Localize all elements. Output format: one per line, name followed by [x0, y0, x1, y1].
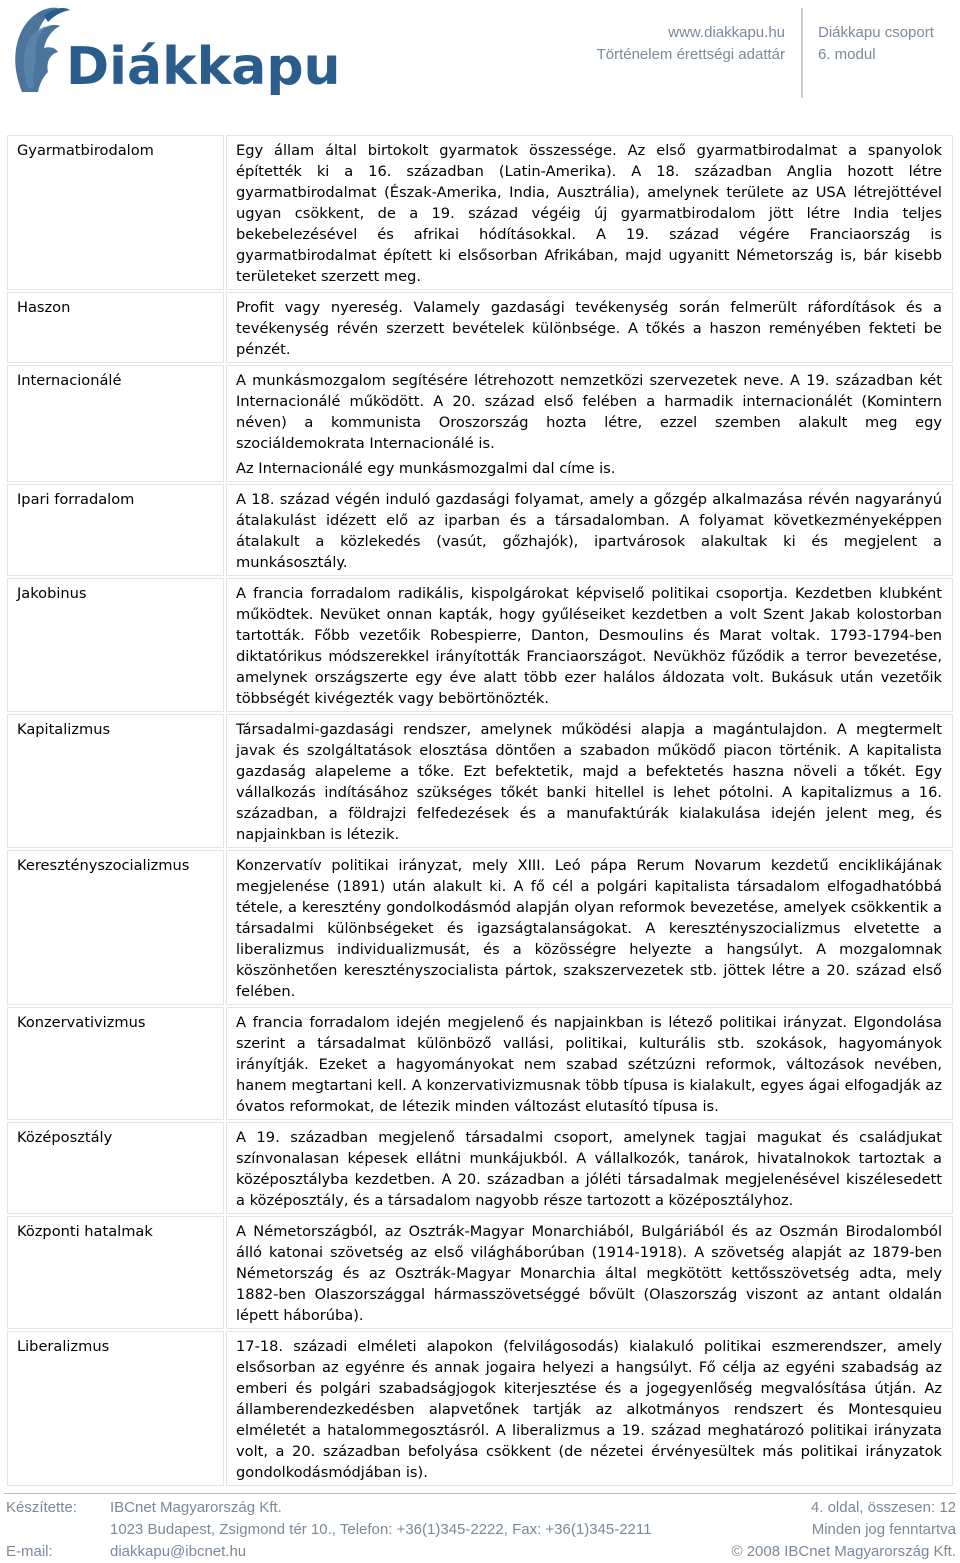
company-name: IBCnet Magyarország Kft. [110, 1499, 282, 1516]
glossary-term: Gyarmatbirodalom [7, 135, 224, 290]
header-site-info [585, 22, 785, 66]
glossary-definition [226, 135, 953, 290]
glossary-term: Jakobinus [7, 578, 224, 712]
contact-email[interactable]: diakkapu@ibcnet.hu [110, 1543, 247, 1560]
definition-paragraph: A 18. század végén induló gazdasági folyamat, amely a gőzgép alkalmazása révén nagyarányú átalakulást idézett elő az iparban és a társadalomban. A folyamat következményeképpen átalakult a közlekedés (vasút, gőzhajók), ipartvárosok alakultak ki és megjelent a munkásosztály. [236, 491, 942, 571]
definition-paragraph: A francia forradalom radikális, kispolgárokat képviselő politikai csoportja. Kezdetben klubként működtek. Nevüket onnan kapták, hogy gyűléseiket kezdetben a volt Szent Jakab kolostorban tartották. Főbb vezetőik Robespierre, Danton, Desmoulins és Marat voltak. 1793-1794-ben diktatórikus módszerekkel irányították Franciaországot. Nevükhöz fűződik a terror bevezetése, amelynek országszerte egy éve alatt több ezer halálos áldozata volt. Bukásuk után vezetőik többségét kivégezték vagy bebörtönözték. [236, 585, 942, 707]
glossary-term: Kapitalizmus [7, 714, 224, 848]
definition-paragraph: A francia forradalom idején megjelenő és napjainkban is létező politikai irányzat. Elgondolása szerint a társadalmat különböző vallási, politikai, kulturális stb. szokások, hagyományok irányítják. Ezeket a hagyományokat nem szabad szétzúzni reformok, változások nevében, hanem megtartani kell. A konzervativizmusnak több típusa is kialakult, egyes ágai elfogadják az óvatos reformokat, de létezik minden változást elutasító típusa is. [236, 1014, 942, 1115]
diakkapu-logo[interactable] [8, 2, 341, 102]
definition-paragraph: A munkásmozgalom segítésére létrehozott nemzetközi szervezetek neve. A 19. században két Internacionálé működött. A 20. század első felében a harmadik internacionálét (Komintern néven) a kommunista Oroszország hozta létre, ezzel szemben alakult meg egy szociáldemokrata Internacionálé is. [236, 372, 942, 452]
made-by-label: Készítette: [6, 1499, 77, 1516]
glossary-row [7, 135, 953, 290]
glossary-definition [226, 484, 953, 576]
glossary-term: Központi hatalmak [7, 1216, 224, 1329]
glossary-term: Internacionálé [7, 365, 224, 482]
glossary-definition [226, 850, 953, 1005]
glossary-row [7, 292, 953, 363]
header-module-info [818, 22, 958, 66]
glossary-definition [226, 365, 953, 482]
company-address: 1023 Budapest, Zsigmond tér 10., Telefon: +36(1)345-2222, Fax: +36(1)345-2211 [110, 1521, 652, 1538]
glossary-term: Középosztály [7, 1122, 224, 1214]
glossary-row [7, 1216, 953, 1329]
group-name: Diákkapu csoport [818, 24, 934, 41]
definition-paragraph: Társadalmi-gazdasági rendszer, amelynek működési alapja a magántulajdon. A megtermelt javak és szolgáltatások elosztása döntően a szabadon működő piacon történik. A kapitalista gazdaság alapeleme a tőke. Ezt befektetik, majd a befektetés haszna növeli a tőkét. Egy vállalkozás indításához szükséges tőkét banki hitellel is lehet pótolni. A kapitalizmus a 16. században, a földrajzi felfedezések és a manufaktúrák kialakulása idején jelent meg, és napjainkban is létezik. [236, 721, 942, 843]
glossary-term: Keresztényszocializmus [7, 850, 224, 1005]
glossary-row [7, 1331, 953, 1486]
diakkapu-logo-graphic [8, 2, 341, 102]
logo-text: Diákkapu [66, 37, 341, 97]
module-number: 6. modul [818, 46, 876, 63]
definition-paragraph: Profit vagy nyereség. Valamely gazdasági tevékenység során felmerült ráfordítások és a tevékenység révén szerzett bevételek különbsége. A tőkés a haszon reményében fekteti be pénzét. [236, 299, 942, 358]
glossary-row [7, 578, 953, 712]
glossary-definition [226, 578, 953, 712]
page-info: 4. oldal, összesen: 12 [810, 1499, 956, 1516]
glossary-term: Haszon [7, 292, 224, 363]
glossary-term: Liberalizmus [7, 1331, 224, 1486]
glossary-definition [226, 1122, 953, 1214]
site-subtitle: Történelem érettségi adattár [596, 46, 785, 63]
glossary-definition [226, 1331, 953, 1486]
copyright-text: © 2008 IBCnet Magyarország Kft. [731, 1543, 956, 1560]
definition-paragraph: Az Internacionálé egy munkásmozgalmi dal címe is. [236, 460, 616, 477]
definition-paragraph: A Németországból, az Osztrák-Magyar Monarchiából, Bulgáriából és az Oszmán Birodalomból álló katonai szövetség az első világháborúban (1914-1918). A szövetség alapját az 1879-ben Németország és az Osztrák-Magyar Monarchia által megkötött kettősszövetség adta, mely 1882-ben Olaszországgal hármasszövetséggé bővült (Olaszország viszont az antant oldalán lépett háborúba). [236, 1223, 942, 1324]
definition-paragraph: 17-18. századi elméleti alapokon (felvilágosodás) kialakuló politikai eszmerendszer, amely elsősorban az egyénre és annak jogaira helyezi a hangsúlyt. Fő célja az egyéni szabadság az emberi és polgári szabadságjogok kiterjesztése és a jogegyenlőség megvalósítása útján. Az államberendezkedésben alapvetőnek tartják az alkotmányos rendszert és Montesquieu elméletét a hatalommegosztásról. A liberalizmus a 19. század meghatározó politikai irányzata volt, a 20. században befolyása csökkent (de nézetei érvényesültek más politikai irányzatok gondolkodásmódjában is). [236, 1338, 942, 1481]
rights-text: Minden jog fenntartva [811, 1521, 956, 1538]
glossary-definition [226, 1216, 953, 1329]
page-footer [0, 1493, 960, 1562]
glossary-table [5, 133, 955, 1488]
glossary-definition [226, 292, 953, 363]
glossary-row [7, 484, 953, 576]
header-divider [801, 8, 803, 98]
glossary-term: Ipari forradalom [7, 484, 224, 576]
footer-divider [4, 1493, 956, 1494]
site-url[interactable]: www.diakkapu.hu [668, 24, 785, 41]
glossary-row [7, 1122, 953, 1214]
glossary-definition [226, 714, 953, 848]
glossary-term: Konzervativizmus [7, 1007, 224, 1120]
definition-paragraph: Egy állam által birtokolt gyarmatok összessége. Az első gyarmatbirodalmat a spanyolok építették ki a 16. században (Latin-Amerika). A 18. században Anglia hozott létre gyarmatbirodalmat (Észak-Amerika, India, Ausztrália), amelynek területe az USA létrejöttével ugyan csökkent, de a 19. század végéig új gyarmatbirodalom jött létre India teljes bekebelezésével és afrikai hódításokkal. A 19. század végére Franciaország is gyarmatbirodalmat épített ki elsősorban Afrikában, majd ugyanitt Németország is, bár kisebb területeket szerzett meg. [236, 142, 942, 285]
glossary-row [7, 1007, 953, 1120]
definition-paragraph: Konzervatív politikai irányzat, mely XIII. Leó pápa Rerum Novarum kezdetű enciklikájának megjelenése (1891) után alakult ki. A fő cél a polgári kapitalista társadalom elfogadhatóbbá tétele, a keresztény gondolkodásmód alapján olyan reformok bevezetése, amelyek csökkentik a társadalmi különbségeket és igazságtalanságokat. A keresztényszocializmus elvetette a liberalizmus individualizmusát, és a közösségre helyezte a hangsúlyt. A mozgalomnak köszönhetően keresztényszocialista pártok, szakszervezetek stb. jöttek létre a 20. század első felében. [236, 857, 942, 1000]
glossary-row [7, 365, 953, 482]
glossary-row [7, 850, 953, 1005]
definition-paragraph: A 19. században megjelenő társadalmi csoport, amelynek tagjai magukat és családjukat színvonalasan képesek ellátni munkájukból. A vállalkozók, tanárok, hivatalnokok tartoztak a középosztályba kezdetben. A 20. században a jóléti társadalmak megjelenésével kiszélesedett a középosztály, és a társadalom nagyobb része tartozott a középosztályhoz. [236, 1129, 942, 1209]
page-header [0, 0, 960, 110]
glossary-row [7, 714, 953, 848]
email-label: E-mail: [6, 1543, 53, 1560]
glossary-definition [226, 1007, 953, 1120]
